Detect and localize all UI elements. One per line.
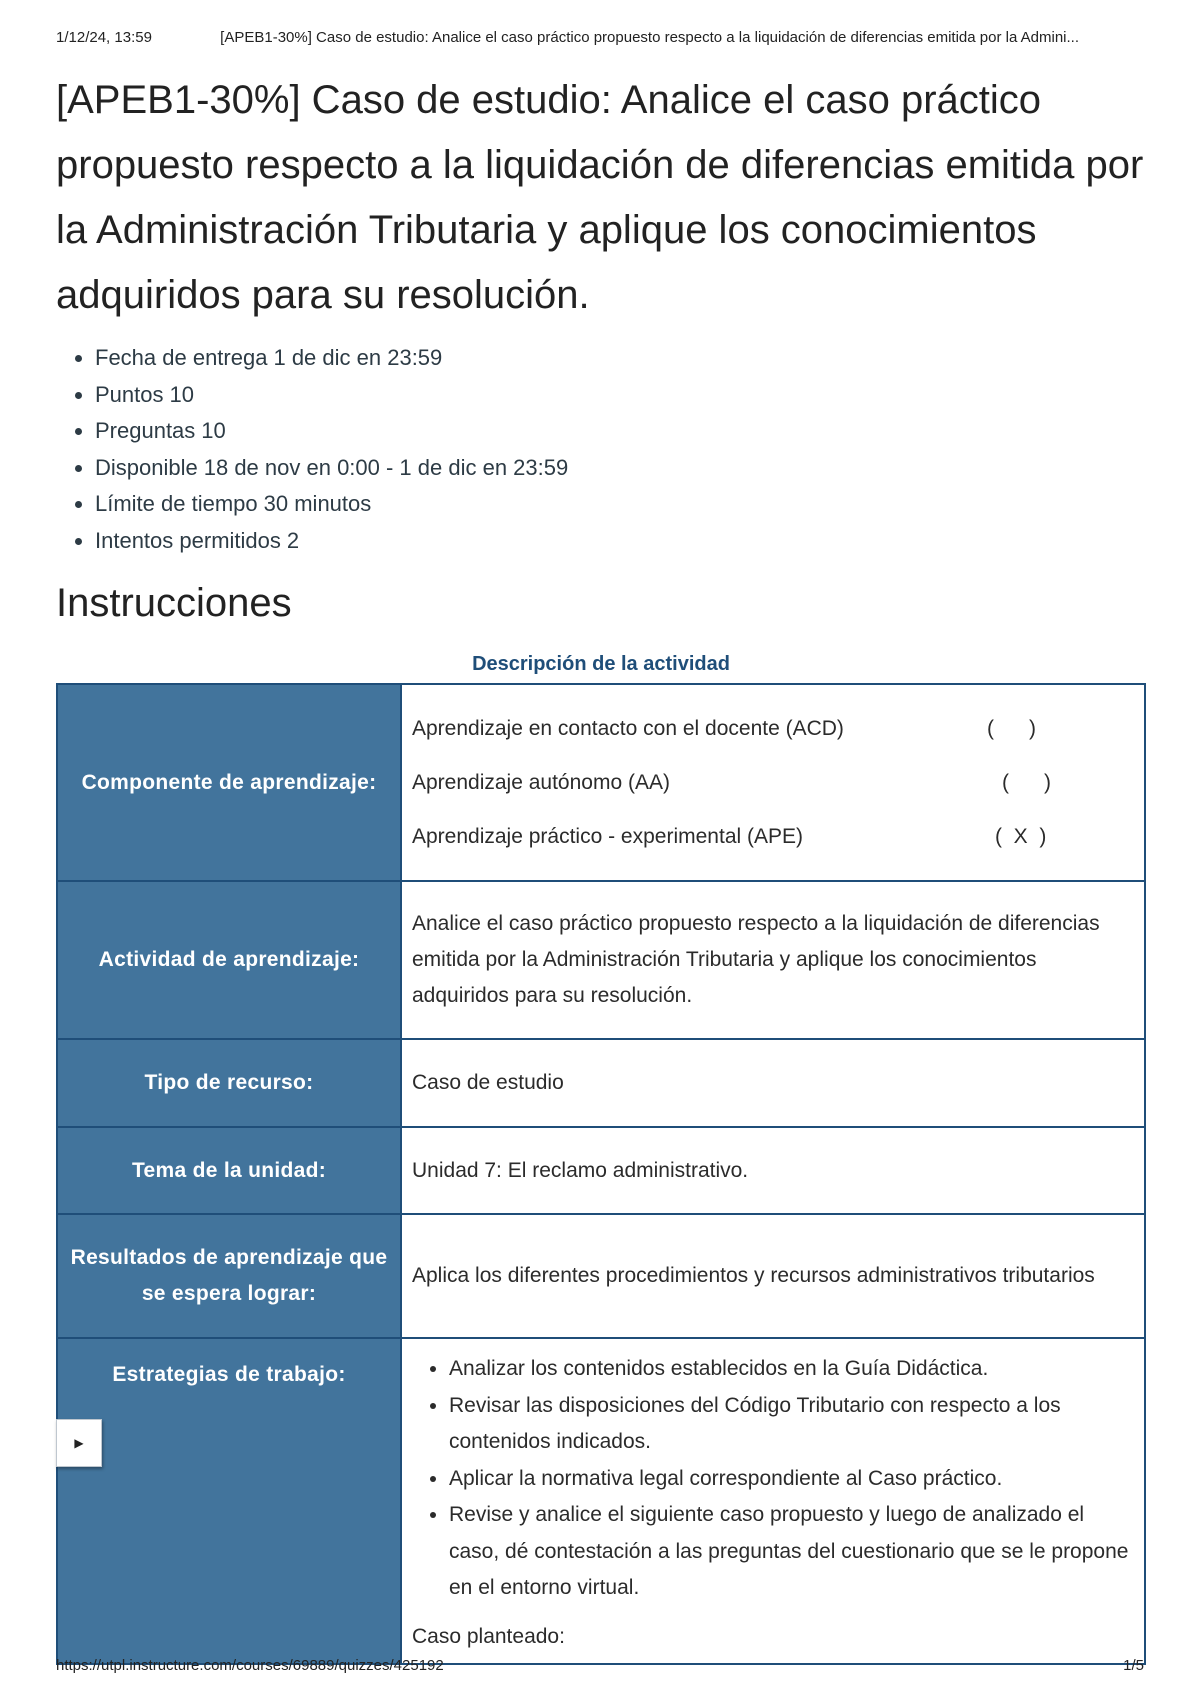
strategies-list <box>412 1351 1134 1607</box>
row-strategies <box>57 1338 1145 1664</box>
row-component <box>57 684 1145 881</box>
detail-due-date: • Fecha de entrega 1 de dic en 23:59 <box>95 340 1146 377</box>
component-option-aa: Aprendizaje autónomo (AA) ( ) <box>412 756 1134 810</box>
expand-button[interactable] <box>56 1419 102 1467</box>
value-outcomes: Aplica los diferentes procedimientos y recursos administrativos tributarios <box>401 1214 1145 1338</box>
label-activity: Actividad de aprendizaje: <box>57 881 401 1039</box>
print-doc-title: [APEB1-30%] Caso de estudio: Analice el caso práctico propuesto respecto a la liquidación de diferencias emitida por la Admini... <box>220 29 1079 46</box>
detail-time-limit: • Límite de tiempo 30 minutos <box>95 486 1146 523</box>
activity-description-table <box>56 683 1146 1665</box>
label-outcomes: Resultados de aprendizaje que se espera lograr: <box>57 1214 401 1338</box>
option-mark: ( ) <box>987 716 1036 740</box>
detail-attempts: • Intentos permitidos 2 <box>95 523 1146 560</box>
list-item: • Revise y analice el siguiente caso propuesto y luego de analizado el caso, dé contestación a las preguntas del cuestionario que se le propone en el entorno virtual. <box>449 1497 1134 1607</box>
list-item: • Aplicar la normativa legal correspondiente al Caso práctico. <box>449 1461 1134 1498</box>
print-date: 1/12/24, 13:59 <box>56 29 152 46</box>
table-caption: Descripción de la actividad <box>472 653 730 675</box>
detail-available: • Disponible 18 de nov en 0:00 - 1 de dic en 23:59 <box>95 450 1146 487</box>
value-unit-topic: Unidad 7: El reclamo administrativo. <box>401 1127 1145 1214</box>
row-resource-type <box>57 1039 1145 1127</box>
label-unit-topic: Tema de la unidad: <box>57 1127 401 1214</box>
row-activity <box>57 881 1145 1039</box>
label-strategies: Estrategias de trabajo: <box>57 1338 401 1664</box>
value-strategies <box>401 1338 1145 1664</box>
label-component: Componente de aprendizaje: <box>57 684 401 881</box>
quiz-content <box>56 68 1146 1665</box>
print-url: https://utpl.instructure.com/courses/69889/quizzes/425192 <box>56 1657 444 1674</box>
value-resource-type: Caso de estudio <box>401 1039 1145 1127</box>
quiz-details-list <box>56 340 1146 559</box>
print-header <box>56 29 1144 46</box>
list-item: • Revisar las disposiciones del Código Tributario con respecto a los contenidos indicados. <box>449 1388 1134 1461</box>
row-outcomes <box>57 1214 1145 1338</box>
option-mark: ( ) <box>1002 770 1051 794</box>
component-option-acd: Aprendizaje en contacto con el docente (ACD) ( ) <box>412 702 1134 756</box>
list-item: • Analizar los contenidos establecidos en la Guía Didáctica. <box>449 1351 1134 1388</box>
value-activity: Analice el caso práctico propuesto respecto a la liquidación de diferencias emitida por la Administración Tributaria y aplique los conocimientos adquiridos para su resolución. <box>401 881 1145 1039</box>
case-label: Caso planteado: <box>412 1624 565 1648</box>
play-triangle-icon: ▶ <box>74 1436 84 1450</box>
row-unit-topic <box>57 1127 1145 1214</box>
value-component <box>401 684 1145 881</box>
label-resource-type: Tipo de recurso: <box>57 1039 401 1127</box>
component-option-ape: Aprendizaje práctico - experimental (APE) ( X ) <box>412 810 1134 864</box>
option-mark-selected: ( X ) <box>995 824 1047 848</box>
print-footer <box>56 1657 1144 1674</box>
detail-points: • Puntos 10 <box>95 377 1146 414</box>
instructions-heading: Instrucciones <box>56 581 292 625</box>
detail-questions: • Preguntas 10 <box>95 413 1146 450</box>
quiz-title: [APEB1-30%] Caso de estudio: Analice el caso práctico propuesto respecto a la liquidación de diferencias emitida por la Administración Tributaria y aplique los conocimientos adquiridos para su resolución. <box>56 78 1144 317</box>
page-number: 1/5 <box>1123 1657 1144 1674</box>
